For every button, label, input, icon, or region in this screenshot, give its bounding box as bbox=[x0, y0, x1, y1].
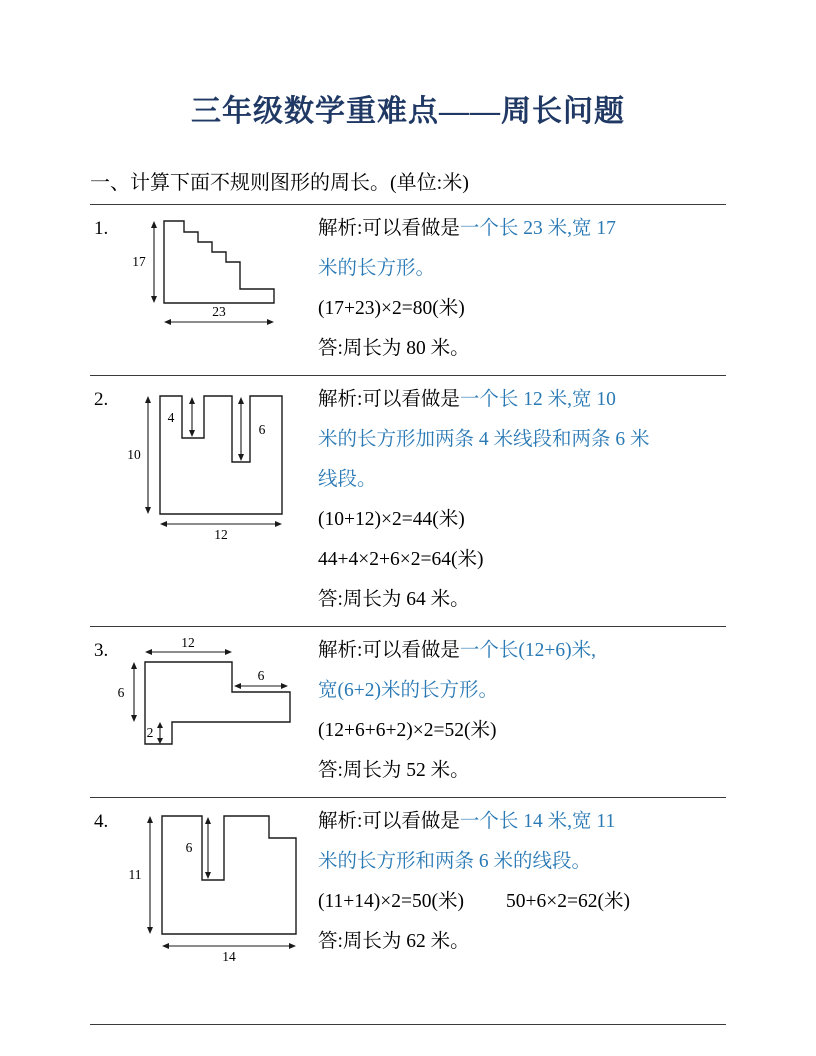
figure-problem-2 bbox=[124, 380, 316, 620]
analysis-problem-4 bbox=[316, 802, 726, 966]
answer-text: 答:周长为 62 米。 bbox=[318, 931, 470, 952]
answer-text: 答:周长为 52 米。 bbox=[318, 760, 470, 781]
analysis-problem-2 bbox=[316, 380, 726, 620]
notched-rectangle-figure bbox=[124, 386, 294, 542]
analysis-text-blue: 米的长方形和两条 6 米的线段。 bbox=[318, 851, 592, 872]
staircase-shape-figure bbox=[124, 215, 289, 333]
analysis-text-black: 解析:可以看做是 bbox=[318, 640, 460, 661]
analysis-line bbox=[318, 460, 726, 500]
section-heading: 一、计算下面不规则图形的周长。(单位:米) bbox=[90, 172, 469, 194]
answer-line bbox=[318, 329, 726, 369]
problem-row-3 bbox=[90, 627, 726, 798]
answer-text: 答:周长为 64 米。 bbox=[318, 589, 470, 610]
equation-text: 44+4×2+6×2=64(米) bbox=[318, 549, 484, 570]
equation-text: (11+14)×2=50(米) bbox=[318, 891, 464, 912]
analysis-line bbox=[318, 209, 726, 249]
equation-line bbox=[318, 711, 726, 751]
dimension-label-top: 12 bbox=[181, 637, 195, 650]
analysis-text-blue: 一个长(12+6)米, bbox=[459, 640, 597, 661]
problem-row-1 bbox=[90, 205, 726, 376]
analysis-text-black: 解析:可以看做是 bbox=[318, 811, 460, 832]
analysis-text-blue: 一个长 14 米,宽 11 bbox=[459, 811, 616, 832]
dimension-label-height: 10 bbox=[127, 447, 141, 462]
analysis-text-blue: 米的长方形加两条 4 米线段和两条 6 米 bbox=[318, 429, 650, 450]
figure-problem-1 bbox=[124, 209, 316, 369]
dimension-label-height: 11 bbox=[128, 867, 142, 882]
problem-row-2 bbox=[90, 376, 726, 627]
analysis-problem-1 bbox=[316, 209, 726, 369]
analysis-line bbox=[318, 420, 726, 460]
dimension-label-width: 14 bbox=[222, 949, 236, 964]
equation-line bbox=[318, 540, 726, 580]
analysis-text-blue: 一个长 12 米,宽 10 bbox=[459, 389, 616, 410]
answer-text: 答:周长为 80 米。 bbox=[318, 338, 470, 359]
analysis-line bbox=[318, 802, 726, 842]
problem-row-4 bbox=[90, 798, 726, 1025]
equation-text: (12+6+6+2)×2=52(米) bbox=[318, 720, 497, 741]
analysis-line bbox=[318, 842, 726, 882]
problem-number: 1. bbox=[94, 218, 109, 239]
analysis-text-black: 解析:可以看做是 bbox=[318, 389, 460, 410]
analysis-text-black: 解析:可以看做是 bbox=[318, 218, 460, 239]
analysis-text-blue: 线段。 bbox=[318, 469, 377, 490]
dimension-label-height: 17 bbox=[132, 254, 146, 269]
dimension-label-width: 12 bbox=[214, 527, 228, 542]
answer-line bbox=[318, 922, 726, 962]
analysis-text-blue: 宽(6+2)米的长方形。 bbox=[318, 680, 498, 701]
notched-corner-shape-figure bbox=[124, 808, 314, 966]
problem-number: 2. bbox=[94, 389, 109, 410]
problem-table bbox=[90, 204, 726, 1025]
equation-text: (17+23)×2=80(米) bbox=[318, 298, 465, 319]
answer-line bbox=[318, 580, 726, 620]
analysis-line bbox=[318, 671, 726, 711]
dimension-label-left: 6 bbox=[117, 685, 125, 700]
analysis-line bbox=[318, 380, 726, 420]
equation-line bbox=[318, 500, 726, 540]
problem-number: 4. bbox=[94, 811, 109, 832]
figure-problem-4 bbox=[124, 802, 316, 966]
equation-text: (10+12)×2=44(米) bbox=[318, 509, 465, 530]
analysis-problem-3 bbox=[316, 631, 726, 791]
dimension-label-notch: 6 bbox=[185, 840, 193, 855]
dimension-label-width: 23 bbox=[212, 304, 226, 319]
dimension-label-notch-right: 6 bbox=[258, 422, 266, 437]
analysis-line bbox=[318, 631, 726, 671]
step-shape-figure bbox=[110, 637, 305, 761]
problem-number: 3. bbox=[94, 640, 109, 661]
analysis-line bbox=[318, 249, 726, 289]
analysis-text-blue: 米的长方形。 bbox=[318, 258, 436, 279]
equation-line bbox=[318, 882, 726, 922]
page-title: 三年级数学重难点——周长问题 bbox=[191, 95, 625, 128]
dimension-label-bottom-tab: 2 bbox=[146, 725, 154, 740]
analysis-text-blue: 一个长 23 米,宽 17 bbox=[459, 218, 616, 239]
answer-line bbox=[318, 751, 726, 791]
figure-problem-3 bbox=[117, 631, 316, 791]
dimension-label-notch-left: 4 bbox=[167, 410, 175, 425]
equation-text-2: 50+6×2=62(米) bbox=[506, 891, 630, 912]
dimension-label-right: 6 bbox=[257, 668, 265, 683]
equation-line bbox=[318, 289, 726, 329]
